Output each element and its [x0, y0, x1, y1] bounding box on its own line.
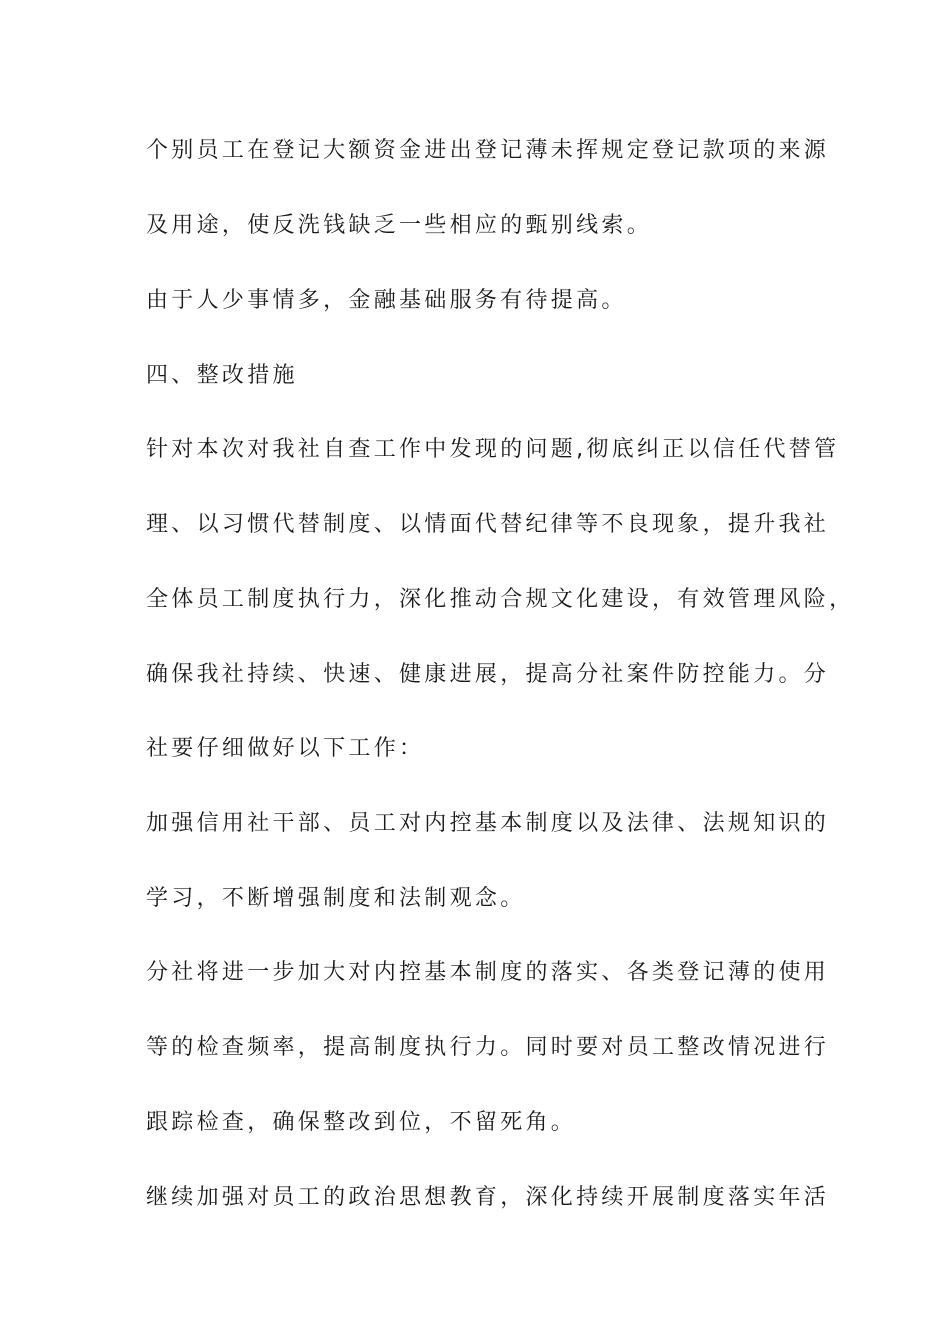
body-text-line: 加强信用社干部、员工对内控基本制度以及法律、法规知识的 [146, 811, 830, 836]
body-text-line: 由于人少事情多，金融基础服务有待提高。 [146, 288, 627, 313]
body-text-line: 理、以习惯代替制度、以情面代替纪律等不良现象，提升我社 [146, 512, 830, 537]
body-text-line: 针对本次对我社自查工作中发现的问题,彻底纠正以信任代替管 [146, 437, 840, 462]
body-text-line: 个别员工在登记大额资金进出登记薄未挥规定登记款项的来源 [146, 138, 830, 163]
body-text-line: 等的检查频率，提高制度执行力。同时要对员工整改情况进行 [146, 1035, 830, 1060]
body-text-line: 全体员工制度执行力，深化推动合规文化建设，有效管理风险， [146, 587, 855, 612]
body-text-line: 学习，不断增强制度和法制观念。 [146, 886, 526, 911]
body-text-line: 继续加强对员工的政治思想教育，深化持续开展制度落实年活 [146, 1185, 830, 1210]
section-heading: 四、整改措施 [146, 363, 298, 388]
body-text-line: 及用途，使反洗钱缺乏一些相应的甄别线索。 [146, 213, 653, 238]
body-text-line: 跟踪检查，确保整改到位，不留死角。 [146, 1110, 577, 1135]
body-text-line: 分社将进一步加大对内控基本制度的落实、各类登记薄的使用 [146, 960, 830, 985]
body-text-line: 社要仔细做好以下工作： [146, 736, 425, 761]
body-text-line: 确保我社持续、快速、健康进展，提高分社案件防控能力。分 [146, 662, 830, 687]
